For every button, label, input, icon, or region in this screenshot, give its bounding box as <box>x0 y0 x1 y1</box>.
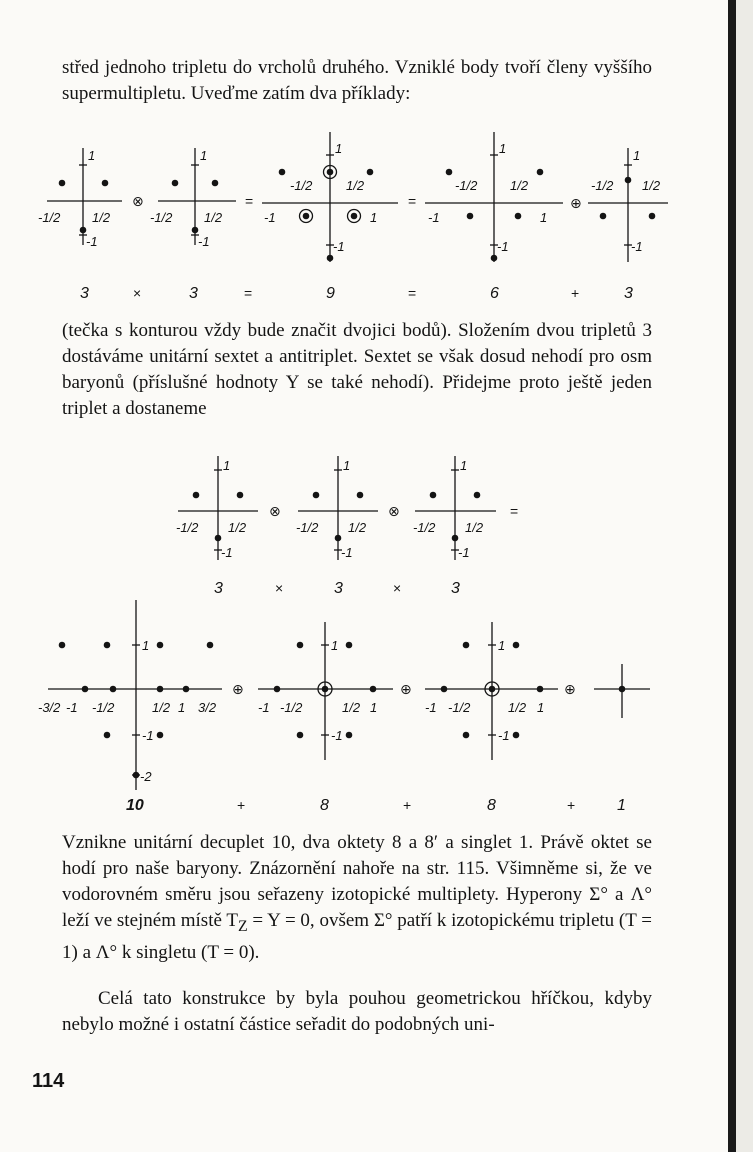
fig3-label-neg-one: -1 <box>425 700 437 715</box>
fig3-label-neg-one: -1 <box>331 728 343 743</box>
fig3-label-neg-half: -1/2 <box>280 700 303 715</box>
fig3-label-neg-one: -1 <box>498 728 510 743</box>
fig3-eq-0: 10 <box>126 797 144 814</box>
fig1-label-one: 1 <box>200 148 208 163</box>
fig1-eq-3: = <box>244 285 253 301</box>
fig3-eq-6: 1 <box>617 797 626 814</box>
fig1-label-one: 1 <box>88 148 96 163</box>
fig2-label-neg-half: -1/2 <box>176 520 199 535</box>
page-number: 114 <box>32 1070 65 1092</box>
fig3-label-one: 1 <box>537 700 545 715</box>
fig1-otimes: ⊗ <box>132 193 144 209</box>
fig1-label-neg-half: -1/2 <box>455 178 478 193</box>
fig2-label-half: 1/2 <box>465 520 484 535</box>
fig1-label-neg-half: -1/2 <box>290 178 313 193</box>
paragraph-intro: střed jednoho tripletu do vrcholů druhého. Vzniklé body tvoří členy vyššího supermultipletu. Uveďme zatím dva příklady: <box>62 57 652 104</box>
fig3-oplus: ⊕ <box>232 681 244 697</box>
fig1-eq-4: 9 <box>326 285 335 302</box>
fig2-eq-1: × <box>275 580 284 596</box>
fig2-eq-4: 3 <box>451 580 460 597</box>
fig1-label-half: 1/2 <box>92 210 111 225</box>
fig2-eq-3: × <box>393 580 402 596</box>
fig2-otimes: ⊗ <box>388 503 400 519</box>
fig1-label-neg-one: -1 <box>497 239 509 254</box>
fig1-label-neg-half: -1/2 <box>150 210 173 225</box>
paragraph-sextet: (tečka s konturou vždy bude značit dvojici bodů). Složením dvou tripletů 3 dostáváme unitární sextet a antitriplet. Sextet se však dosud nehodí pro osm baryonů (příslušné hodnoty Y se také nehodí). Přidejme proto ještě jeden triplet a dostaneme <box>62 320 652 419</box>
fig3-oplus: ⊕ <box>564 681 576 697</box>
fig2-eq-0: 3 <box>214 580 223 597</box>
fig1-eq-2: 3 <box>189 285 198 302</box>
fig3-label-half: 1/2 <box>152 700 171 715</box>
fig1-label-one: 1 <box>335 141 343 156</box>
fig2-label-neg-one: -1 <box>221 545 233 560</box>
fig1-label-half: 1/2 <box>510 178 529 193</box>
fig2-label-neg-one: -1 <box>341 545 353 560</box>
fig1-label-neg-half: -1/2 <box>591 178 614 193</box>
fig1-eq-7: + <box>571 285 580 301</box>
fig2-label-one: 1 <box>460 458 468 473</box>
fig2-label-one: 1 <box>343 458 351 473</box>
fig1-eq-0: 3 <box>80 285 89 302</box>
fig1-eq-1: × <box>133 285 142 301</box>
fig2-label-half: 1/2 <box>228 520 247 535</box>
fig1-label-one: 1 <box>370 210 378 225</box>
fig2-equals: = <box>510 503 519 519</box>
fig3-label-one: 1 <box>178 700 186 715</box>
fig2-eq-2: 3 <box>334 580 343 597</box>
fig2-label-neg-half: -1/2 <box>296 520 319 535</box>
fig3-label-one: 1 <box>498 638 506 653</box>
fig3-eq-5: + <box>567 797 576 813</box>
fig1-label-one: 1 <box>540 210 548 225</box>
fig1-label-half: 1/2 <box>346 178 365 193</box>
fig3-label-one: 1 <box>142 638 150 653</box>
fig1-label-neg-one: -1 <box>333 239 345 254</box>
fig1-label-neg-one: -1 <box>86 234 98 249</box>
fig1-label-one: 1 <box>499 141 507 156</box>
fig3-label-one: 1 <box>331 638 339 653</box>
fig3-oplus: ⊕ <box>400 681 412 697</box>
paragraph-decuplet: Vznikne unitární decuplet 10, dva oktety 8 a 8′ a singlet 1. Právě oktet se hodí pro naše baryony. Znázornění nahoře na str. 115. Všimněme si, že ve vodorovném směru jsou seřazeny izotopické multiplety. Hyperony Σ° a Λ° leží ve stejném místě $T_Z = Y = 0$, ovšem Σ° patří k izotopickému tripletu (T = 1) a Λ° k singletu (T = 0). <box>62 832 652 963</box>
fig1-label-neg-half: -1/2 <box>38 210 61 225</box>
fig1-label-neg-one: -1 <box>631 239 643 254</box>
fig1-eq-8: 3 <box>624 285 633 302</box>
fig1-label-half: 1/2 <box>642 178 661 193</box>
fig2-label-neg-one: -1 <box>458 545 470 560</box>
fig1-label-neg-one: -1 <box>264 210 276 225</box>
fig1-label-half: 1/2 <box>204 210 223 225</box>
fig3-label-half: 1/2 <box>508 700 527 715</box>
fig3-eq-1: + <box>237 797 246 813</box>
fig3-label-neg-one: -1 <box>258 700 270 715</box>
fig1-oplus: ⊕ <box>570 195 582 211</box>
fig3-label-neg-one: -1 <box>66 700 78 715</box>
fig3-label-neg-two: -2 <box>140 769 152 784</box>
fig3-eq-4: 8 <box>487 797 496 814</box>
fig3-label-three-half: 3/2 <box>198 700 217 715</box>
fig2-otimes: ⊗ <box>269 503 281 519</box>
fig1-eq-6: 6 <box>490 285 499 302</box>
fig3-label-one: 1 <box>370 700 378 715</box>
fig3-label-half: 1/2 <box>342 700 361 715</box>
fig3-eq-2: 8 <box>320 797 329 814</box>
fig2-label-neg-half: -1/2 <box>413 520 436 535</box>
fig1-eq-5: = <box>408 285 417 301</box>
fig1-label-neg-one: -1 <box>198 234 210 249</box>
fig2-label-one: 1 <box>223 458 231 473</box>
fig2-label-half: 1/2 <box>348 520 367 535</box>
fig3-label-neg-one: -1 <box>142 728 154 743</box>
fig1-label-neg-one: -1 <box>428 210 440 225</box>
fig1-label-one: 1 <box>633 148 641 163</box>
fig3-eq-3: + <box>403 797 412 813</box>
fig3-label-neg-half: -1/2 <box>448 700 471 715</box>
fig1-equals: = <box>245 193 254 209</box>
fig3-label-neg-three-half: -3/2 <box>38 700 61 715</box>
fig1-equals: = <box>408 193 417 209</box>
paragraph-construction: Celá tato konstrukce by byla pouhou geometrickou hříčkou, kdyby nebylo možné i ostatní částice seřadit do podobných uni- <box>62 988 652 1035</box>
fig3-label-neg-half: -1/2 <box>92 700 115 715</box>
